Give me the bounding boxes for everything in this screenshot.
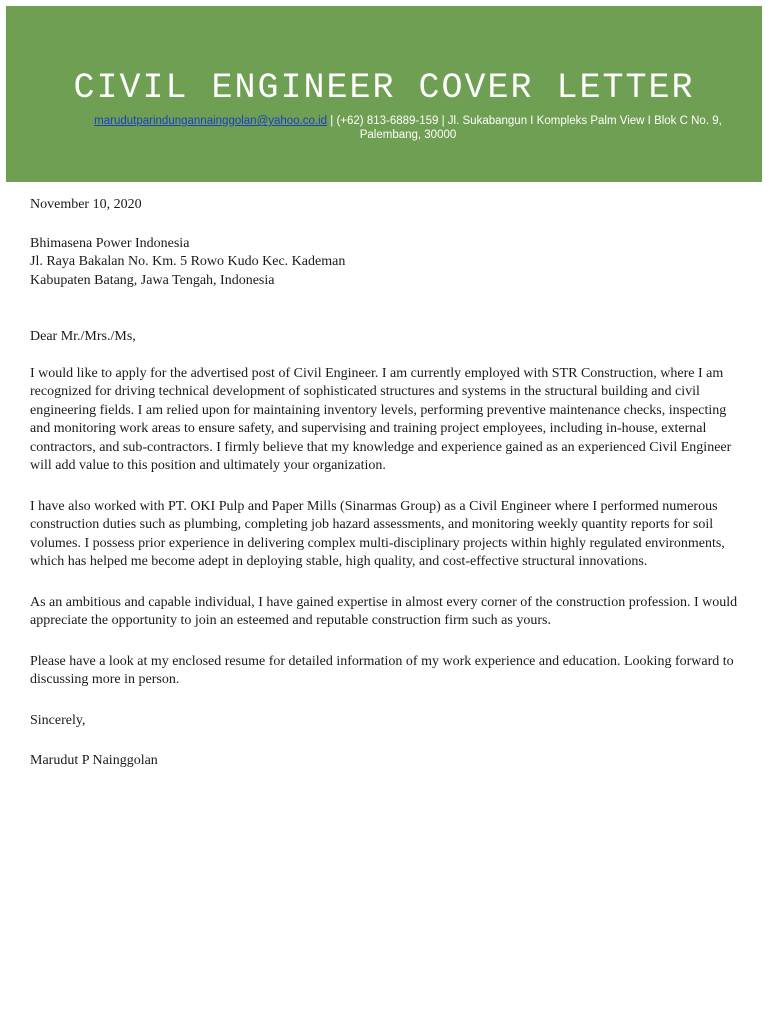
closing: Sincerely, xyxy=(30,712,86,728)
header-banner xyxy=(6,6,762,182)
recipient-address xyxy=(30,235,738,291)
body-paragraph-3: As an ambitious and capable individual, I have gained expertise in almost every corner of the construction profession. I would appreciate the opportunity to join an esteemed and reputable construction firm such as yours. xyxy=(30,594,738,628)
letter-body xyxy=(30,196,738,771)
letter-date: November 10, 2020 xyxy=(30,197,142,212)
body-paragraph-4: Please have a look at my enclosed resume for detailed information of my work experience and education. Looking forward to discussing more in person. xyxy=(30,653,734,687)
signature-name: Marudut P Nainggolan xyxy=(30,753,158,768)
contact-details: | (+62) 813-6889-159 | Jl. Sukabangun I Kompleks Palm View I Blok C No. 9, Palembang, 30000 xyxy=(327,115,722,141)
recipient-company: Bhimasena Power Indonesia xyxy=(30,235,190,251)
body-paragraph-1: I would like to apply for the advertised post of Civil Engineer. I am currently employed with STR Construction, where I am recognized for driving technical development of sophisticated structures and systems in the structural building and civil engineering fields. I am relied upon for maintaining inventory levels, performing preventive maintenance checks, inspecting and monitoring work areas to ensure safety, and supervising and training project employees, including in-house, external contractors, and sub-contractors. I firmly believe that my knowledge and experience gained as an experienced Civil Engineer will add value to this position and ultimately your organization. xyxy=(30,365,732,473)
salutation: Dear Mr./Mrs./Ms, xyxy=(30,329,136,344)
email-link[interactable]: marudutparindungannainggolan@yahoo.co.id xyxy=(94,115,328,127)
body-paragraph-2: I have also worked with PT. OKI Pulp and Paper Mills (Sinarmas Group) as a Civil Engineer where I performed numerous construction duties such as plumbing, completing job hazard assessments, and monitoring weekly quantity reports for soil volumes. I possess prior experience in delivering complex multi-disciplinary projects within highly regulated environments, which has helped me become adept in deploying stable, high quality, and cost-effective structural innovations. xyxy=(30,498,725,569)
recipient-street: Jl. Raya Bakalan No. Km. 5 Rowo Kudo Kec. Kademan xyxy=(30,254,346,269)
recipient-region: Kabupaten Batang, Jawa Tengah, Indonesia xyxy=(30,272,275,288)
document-title: CIVIL ENGINEER COVER LETTER xyxy=(73,68,695,108)
contact-line xyxy=(74,114,742,142)
